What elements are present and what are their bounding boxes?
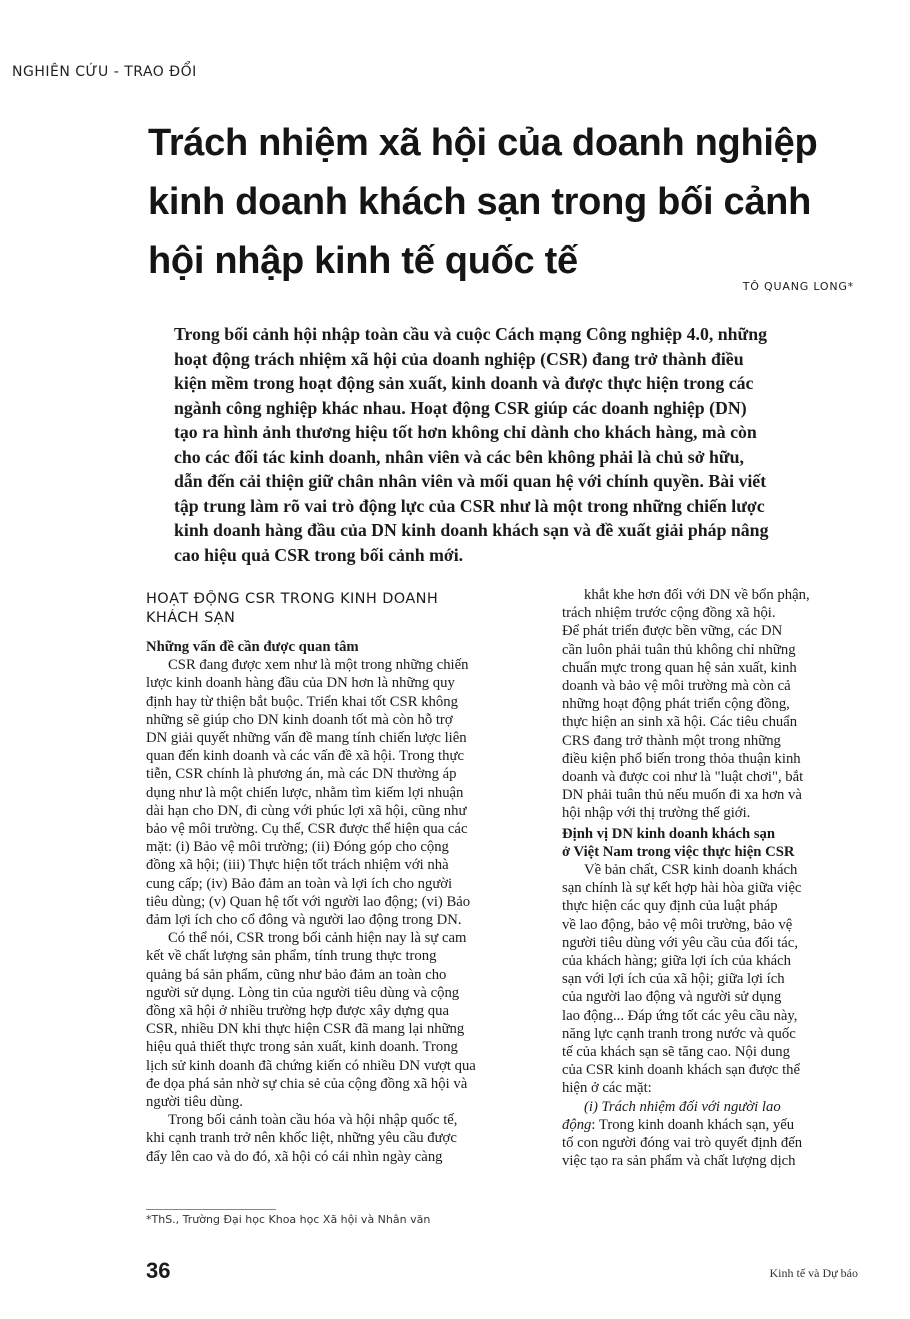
text-line: khi cạnh tranh trở nên khốc liệt, những yêu cầu được xyxy=(146,1130,457,1147)
page-number: 36 xyxy=(146,1258,171,1283)
italic-term: (i) Trách nhiệm đối với người lao xyxy=(584,1098,781,1115)
text-line: Có thể nói, CSR trong bối cảnh hiện nay là sự cam xyxy=(168,930,467,947)
text-run: : Trong kinh doanh khách sạn, yếu xyxy=(591,1116,795,1133)
text-line xyxy=(562,1098,854,1116)
text-line: dụng như là một chiến lược, nhằm tìm kiếm lợi nhuận xyxy=(146,784,464,801)
text-line: thực hiện an sinh xã hội. Các tiêu chuẩn xyxy=(562,714,798,731)
subheading xyxy=(562,825,854,861)
title-line: hội nhập kinh tế quốc tế xyxy=(148,240,578,282)
text-line: năng lực cạnh tranh trong nước và quốc xyxy=(562,1025,796,1042)
text-line: những hoạt động phát triển cộng đồng, xyxy=(562,696,790,713)
subheading-line: ở Việt Nam trong việc thực hiện CSR xyxy=(562,843,795,860)
text-line: Trong bối cảnh toàn cầu hóa và hội nhập quốc tế, xyxy=(168,1112,458,1129)
text-line: thực hiện các quy định của luật pháp xyxy=(562,898,778,915)
subheading-line: Định vị DN kinh doanh khách sạn xyxy=(562,825,776,842)
text-line: sạn chính là sự kết hợp hài hòa giữa việc xyxy=(562,880,802,897)
abstract-line: dẫn đến cải thiện giữ chân nhân viên và mối quan hệ với chính quyền. Bài viết xyxy=(174,471,767,491)
text-line: bảo vệ môi trường. Cụ thể, CSR được thể hiện qua các xyxy=(146,821,468,838)
paragraph xyxy=(146,656,540,929)
text-line: người tiêu dùng. xyxy=(146,1094,243,1111)
text-line: tố con người đóng vai trò quyết định đến xyxy=(562,1135,803,1152)
text-line: sạn với lợi ích của xã hội; giữa lợi ích xyxy=(562,971,785,988)
text-line: mặt: (i) Bảo vệ môi trường; (ii) Đóng góp cho cộng xyxy=(146,839,449,856)
abstract-line: ngành công nghiệp khác nhau. Hoạt động CSR giúp các doanh nghiệp (DN) xyxy=(174,397,747,418)
article-title xyxy=(148,114,878,291)
text-line: đồng xã hội; (iii) Thực hiện tốt trách nhiệm với nhà xyxy=(146,857,449,874)
text-line: đẩy lên cao và do đó, xã hội có cái nhìn ngày càng xyxy=(146,1148,443,1165)
heading-line: HOẠT ĐỘNG CSR TRONG KINH DOANH xyxy=(146,591,439,607)
text-line: CRS đang trở thành một trong những xyxy=(562,732,781,749)
abstract-line: kiện mềm trong hoạt động sản xuất, kinh doanh và được thực hiện trong các xyxy=(174,373,754,393)
title-line: Trách nhiệm xã hội của doanh nghiệp xyxy=(148,122,818,164)
text-line: định hay từ thiện bắt buộc. Triển khai tốt CSR không xyxy=(146,693,458,710)
text-line: đồng xã hội ở nhiều trường hợp được xây dựng qua xyxy=(146,1003,449,1020)
text-line: người sử dụng. Lòng tin của người tiêu dùng và cộng xyxy=(146,984,460,1001)
text-line: kết về chất lượng sản phẩm, tính trung thực trong xyxy=(146,948,437,965)
paragraph xyxy=(562,861,854,1098)
text-line: lao động... Đáp ứng tốt các yêu cầu này, xyxy=(562,1007,798,1024)
text-line: quảng bá sản phẩm, cũng như bảo đảm an toàn cho xyxy=(146,966,447,983)
paragraph xyxy=(562,1098,854,1171)
abstract-line: tạo ra hình ảnh thương hiệu tốt hơn không chỉ dành cho khách hàng, mà còn xyxy=(174,422,757,442)
text-line: DN phải tuân thủ nếu muốn đi xa hơn và xyxy=(562,787,802,804)
text-line: trách nhiệm trước cộng đồng xã hội. xyxy=(562,605,776,622)
text-line: đe dọa phá sản nhờ sự chia sẻ của cộng đồng xã hội và xyxy=(146,1075,468,1092)
author: TÔ QUANG LONG* xyxy=(742,280,854,293)
paragraph xyxy=(146,1111,540,1166)
footnote-rule xyxy=(146,1209,276,1210)
text-line: việc tạo ra sản phẩm và chất lượng dịch xyxy=(562,1153,796,1170)
footnote: *ThS., Trường Đại học Khoa học Xã hội và Nhân văn xyxy=(146,1213,431,1226)
text-line: CSR, nhiều DN khi thực hiện CSR đã mang lại những xyxy=(146,1021,465,1038)
text-line: của CSR kinh doanh khách sạn được thể xyxy=(562,1062,801,1079)
abstract xyxy=(174,322,834,567)
text-line: hiệu quả thiết thực trong sản xuất, kinh doanh. Trong xyxy=(146,1039,458,1056)
abstract-line: cao hiệu quả CSR trong bối cảnh mới. xyxy=(174,544,464,565)
text-line: khắt khe hơn đối với DN về bổn phận, xyxy=(584,587,810,603)
italic-term: động xyxy=(562,1116,592,1133)
abstract-line: cho các đối tác kinh doanh, nhân viên và các bên không phải là chủ sở hữu, xyxy=(174,446,744,467)
text-line: về lao động, bảo vệ môi trường, bảo vệ xyxy=(562,916,793,933)
title-line: kinh doanh khách sạn trong bối cảnh xyxy=(148,181,811,223)
paragraph xyxy=(146,929,540,1111)
text-line: Để phát triển được bền vững, các DN xyxy=(562,623,783,640)
text-line: của người lao động và người sử dụng xyxy=(562,989,782,1006)
text-line: tiêu dùng; (v) Quan hệ tốt với người lao động; (vi) Bảo xyxy=(146,893,471,910)
text-line: những sẽ giúp cho DN kinh doanh tốt mà còn hỗ trợ xyxy=(146,711,453,728)
text-line: hội nhập với thị trường thế giới. xyxy=(562,805,751,822)
text-line: lịch sử kinh doanh đã chứng kiến có nhiều DN vượt qua xyxy=(146,1057,476,1074)
text-line: doanh và được coi như là "luật chơi", bắt xyxy=(562,769,804,786)
subheading: Những vấn đề cần được quan tâm xyxy=(146,639,359,655)
text-line: cần luôn phải tuân thủ không chỉ những xyxy=(562,641,796,658)
text-line: CSR đang được xem như là một trong những chiến xyxy=(168,657,469,674)
abstract-line: Trong bối cảnh hội nhập toàn cầu và cuộc Cách mạng Công nghiệp 4.0, những xyxy=(174,324,767,344)
text-line: DN giải quyết những vấn đề mang tính chiến lược liên xyxy=(146,730,467,747)
text-line: người tiêu dùng với yêu cầu của đối tác, xyxy=(562,934,798,951)
text-line: doanh và bảo vệ môi trường mà còn cả xyxy=(562,678,791,695)
text-line xyxy=(562,1116,854,1134)
abstract-line: hoạt động trách nhiệm xã hội của doanh nghiệp (CSR) đang trở thành điều xyxy=(174,348,744,369)
text-line: của khách hàng; giữa lợi ích của khách xyxy=(562,953,792,970)
text-line: Về bản chất, CSR kinh doanh khách xyxy=(584,862,798,879)
section-label: NGHIÊN CỨU - TRAO ĐỔI xyxy=(12,64,197,80)
abstract-line: kinh doanh hàng đầu của DN kinh doanh khách sạn và đề xuất giải pháp nâng xyxy=(174,520,769,540)
abstract-line: tập trung làm rõ vai trò động lực của CSR như là một trong những chiến lược xyxy=(174,495,765,516)
text-line: quan đến kinh doanh và các vấn đề xã hội. Trong thực xyxy=(146,748,464,765)
text-line: đảm lợi ích cho cổ đông và người lao động trong DN. xyxy=(146,912,462,929)
text-line: chuẩn mực trong quan hệ sản xuất, kinh xyxy=(562,659,797,676)
text-line: dài hạn cho DN, đi cùng với phúc lợi xã hội, cũng như xyxy=(146,802,467,819)
paragraph xyxy=(562,586,854,823)
journal-name: Kinh tế và Dự báo xyxy=(769,1266,858,1280)
heading-line: KHÁCH SẠN xyxy=(146,610,236,626)
right-column xyxy=(562,586,854,1171)
text-line: cung cấp; (iv) Bảo đảm an toàn và lợi ích cho người xyxy=(146,875,453,892)
text-line: lược kinh doanh hàng đầu của DN hơn là những quy xyxy=(146,675,455,692)
text-line: tiễn, CSR chính là phương án, mà các DN thường áp xyxy=(146,766,457,783)
text-line: điều kiện phổ biến trong thỏa thuận kinh xyxy=(562,750,801,767)
text-line: hiện ở các mặt: xyxy=(562,1080,652,1097)
text-line: tế của khách sạn sẽ tăng cao. Nội dung xyxy=(562,1044,790,1061)
section-heading xyxy=(146,590,540,628)
left-column xyxy=(146,586,540,1166)
